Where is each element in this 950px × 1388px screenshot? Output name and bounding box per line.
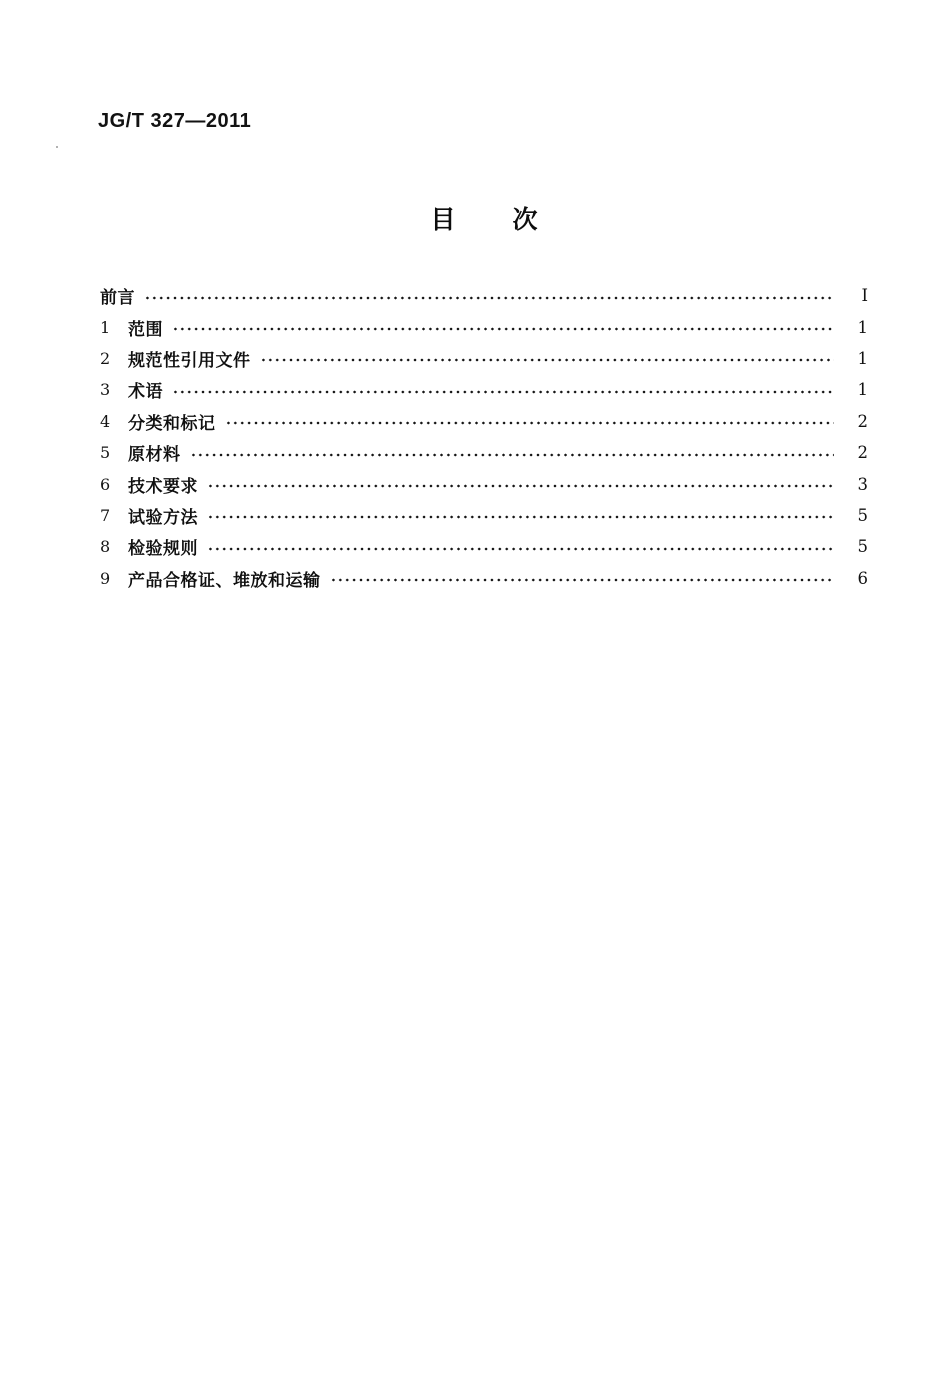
toc-leader-dots bbox=[172, 327, 834, 331]
toc-entry-number: 9 bbox=[100, 568, 111, 588]
toc-entry-page: 1 bbox=[857, 317, 868, 337]
toc-entry-page: 1 bbox=[857, 380, 868, 400]
toc-entry bbox=[100, 343, 868, 374]
toc-entry-number: 2 bbox=[100, 348, 111, 368]
standard-number-header: JG/T 327—2011 bbox=[98, 110, 252, 132]
toc-entry-page: 6 bbox=[857, 568, 868, 588]
toc-entry-page: Ⅰ bbox=[861, 286, 868, 306]
toc-leader-dots bbox=[330, 578, 835, 582]
toc-entry bbox=[100, 468, 868, 499]
toc-entry-number: 6 bbox=[100, 474, 111, 494]
toc-entry bbox=[100, 437, 868, 468]
toc-entry-number: 1 bbox=[100, 317, 111, 337]
toc-leader-dots bbox=[207, 484, 834, 488]
toc-entry-number: 4 bbox=[100, 411, 111, 431]
toc-entry-page: 5 bbox=[857, 505, 868, 525]
toc-leader-dots bbox=[260, 358, 835, 362]
toc-entry bbox=[100, 406, 868, 437]
toc-entry-number: 5 bbox=[100, 443, 111, 463]
toc-entry-page: 3 bbox=[857, 474, 868, 494]
toc-entry-title: 范围 bbox=[128, 319, 163, 340]
toc-entry bbox=[100, 374, 868, 405]
toc-entry-title: 前言 bbox=[100, 288, 135, 309]
toc-entry-title: 分类和标记 bbox=[128, 413, 216, 434]
toc-entry bbox=[100, 531, 868, 562]
toc-entry-number: 7 bbox=[100, 505, 111, 525]
toc-entry bbox=[100, 280, 868, 311]
toc-entry-title: 规范性引用文件 bbox=[128, 350, 251, 371]
toc-entry bbox=[100, 563, 868, 594]
toc-entry-title: 技术要求 bbox=[128, 476, 198, 497]
toc-leader-dots bbox=[190, 453, 835, 457]
toc-entry-page: 2 bbox=[857, 411, 868, 431]
toc-entry-title: 术语 bbox=[128, 382, 163, 403]
toc-leader-dots bbox=[207, 515, 834, 519]
toc-entry-page: 1 bbox=[857, 348, 868, 368]
toc-entry-title: 试验方法 bbox=[128, 507, 198, 528]
toc-leader-dots bbox=[144, 296, 834, 300]
toc-entry-title: 产品合格证、堆放和运输 bbox=[128, 570, 321, 591]
toc-list bbox=[100, 280, 868, 594]
toc-entry-number: 3 bbox=[100, 380, 111, 400]
toc-leader-dots bbox=[225, 421, 835, 425]
toc-entry bbox=[100, 500, 868, 531]
toc-entry-page: 2 bbox=[857, 443, 868, 463]
toc-leader-dots bbox=[207, 547, 834, 551]
toc-entry-title: 原材料 bbox=[128, 445, 181, 466]
toc-entry bbox=[100, 311, 868, 342]
toc-entry-number: 8 bbox=[100, 537, 111, 557]
toc-entry-page: 5 bbox=[857, 537, 868, 557]
scan-artifact-dot bbox=[56, 146, 58, 148]
toc-leader-dots bbox=[172, 390, 834, 394]
page-title: 目 次 bbox=[430, 205, 554, 234]
toc-entry-title: 检验规则 bbox=[128, 539, 198, 560]
